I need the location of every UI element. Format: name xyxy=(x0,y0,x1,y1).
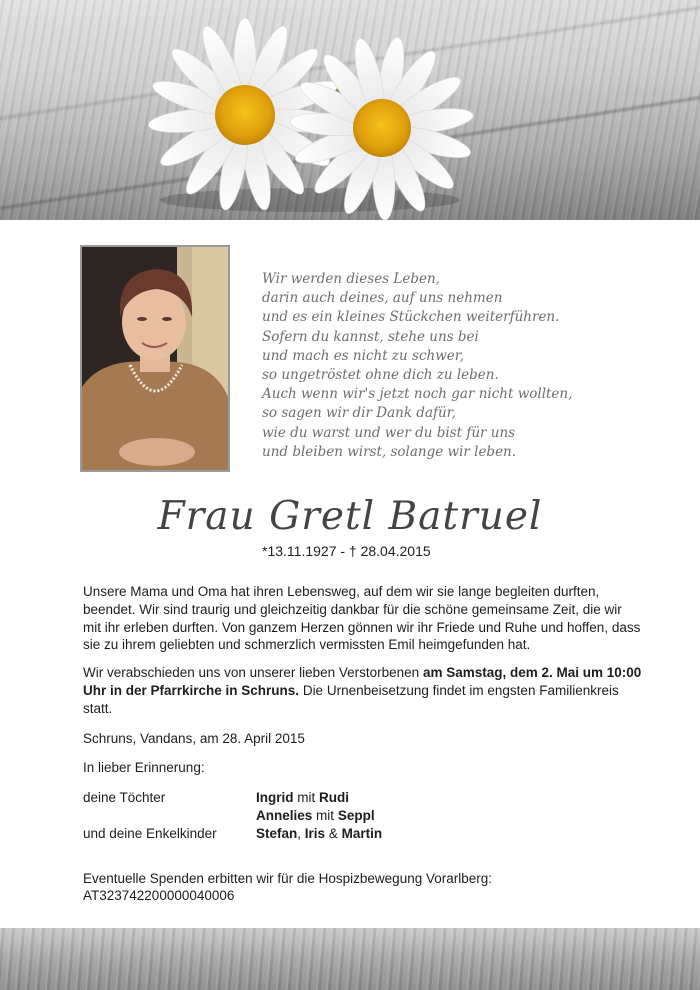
donation-iban: AT323742200000040006 xyxy=(83,888,235,904)
poem-line: Sofern du kannst, stehe uns bei xyxy=(262,328,479,345)
family-name: Ingrid xyxy=(256,790,294,806)
poem-line: wie du warst und wer du bist für uns xyxy=(262,424,516,441)
daughters-label: deine Töchter xyxy=(83,790,166,806)
family-row-daughter-1 xyxy=(83,789,643,807)
separator: & xyxy=(328,825,338,841)
connector: mit xyxy=(297,790,316,806)
separator: , xyxy=(297,825,302,841)
poem xyxy=(262,270,662,462)
family-names xyxy=(256,807,375,825)
poem-line: Auch wenn wir's jetzt noch gar nicht wollten, xyxy=(262,386,573,403)
life-dates: *13.11.1927 - † 28.04.2015 xyxy=(262,543,431,559)
memory-label: In lieber Erinnerung: xyxy=(83,760,205,776)
service-date-location: am Samstag, dem 2. Mai um 10:00 Uhr in der Pfarrkirche in Schruns. xyxy=(83,665,642,698)
family-list xyxy=(83,789,643,842)
empty-label xyxy=(83,807,256,825)
family-name: Rudi xyxy=(319,790,350,806)
donation-text: Eventuelle Spenden erbitten wir für die Hospizbewegung Vorarlberg: xyxy=(83,870,493,886)
service-paragraph xyxy=(83,664,643,717)
family-name: Iris xyxy=(304,825,326,841)
poem-line: und es ein kleines Stückchen weiterführen. xyxy=(262,309,560,326)
poem-line: so sagen wir dir Dank dafür, xyxy=(262,405,456,422)
portrait-photo xyxy=(80,245,230,472)
poem-line: Wir werden dieses Leben, xyxy=(262,271,440,287)
family-name: Annelies xyxy=(256,807,313,823)
family-names xyxy=(256,825,382,843)
service-rest: Die Urnenbeisetzung findet im engsten Familienkreis statt. xyxy=(83,682,619,716)
announcement-body xyxy=(83,583,643,905)
place-date: Schruns, Vandans, am 28. April 2015 xyxy=(83,730,305,746)
announcement-paragraph: Unsere Mama und Oma hat ihren Lebensweg, auf dem wir sie lange begleiten durften, beendet. Wir sind traurig und gleichzeitig dankbar für die schöne gemeinsame Zeit, die wir mit ihr erleben durften. Von ganzem Herzen gönnen wir ihr Friede und Ruhe und hoffen, dass sie zu ihrem geliebten und schmerzlich vermissten Emil heimgefunden hat. xyxy=(83,584,641,653)
poem-line: und bleiben wirst, solange wir leben. xyxy=(262,443,517,460)
daisy-flowers-icon xyxy=(140,0,500,220)
grandchildren-label: und deine Enkelkinder xyxy=(83,825,217,841)
deceased-name: Frau Gretl Batruel xyxy=(157,494,543,539)
family-row-grandchildren xyxy=(83,825,643,843)
portrait-image-icon xyxy=(82,247,228,470)
header-banner-image xyxy=(0,0,700,220)
family-name: Martin xyxy=(341,825,383,841)
family-row-daughter-2 xyxy=(83,807,643,825)
poem-line: und mach es nicht zu schwer, xyxy=(262,347,464,364)
family-name: Seppl xyxy=(337,807,375,823)
poem-line: darin auch deines, auf uns nehmen xyxy=(262,290,503,307)
family-name: Stefan xyxy=(256,825,298,841)
family-names xyxy=(256,789,349,807)
footer-banner-image xyxy=(0,928,700,990)
connector: mit xyxy=(316,807,335,823)
poem-line: so ungetröstet ohne dich zu leben. xyxy=(262,367,499,384)
service-intro: Wir verabschieden uns von unserer lieben Verstorbenen xyxy=(83,665,423,681)
